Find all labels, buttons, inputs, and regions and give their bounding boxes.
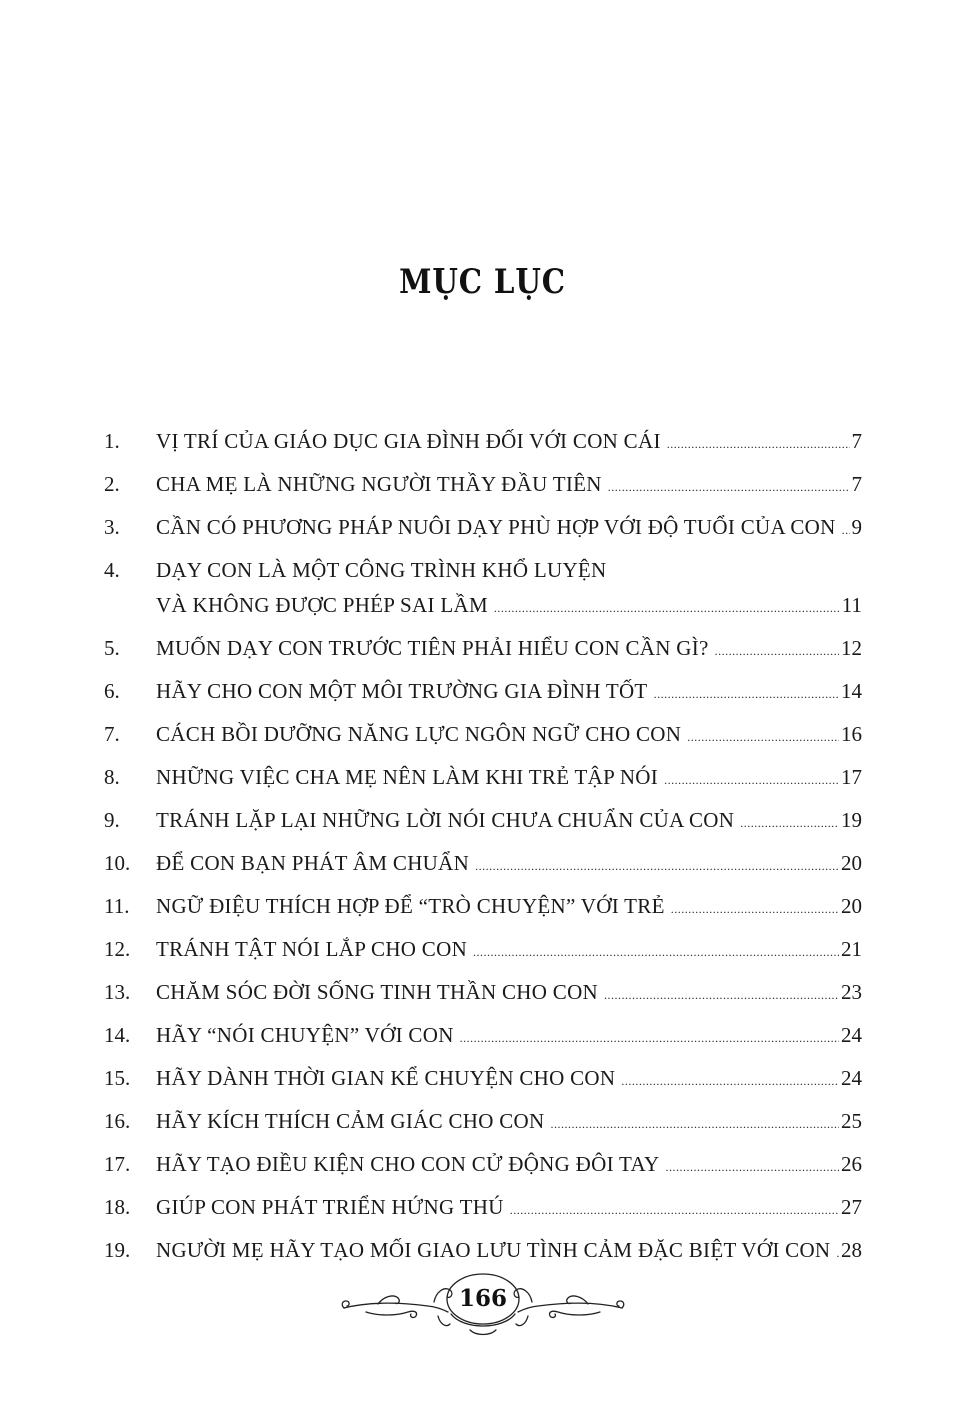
entry-number: 9. [104,808,120,832]
entry-title: CHA MẸ LÀ NHỮNG NGƯỜI THẦY ĐẦU TIÊN [156,472,602,496]
entry-title: CẦN CÓ PHƯƠNG PHÁP NUÔI DẠY PHÙ HỢP VỚI ĐỘ TUỔI CỦA CON [156,515,836,539]
dot-leader [494,591,840,626]
dot-leader [510,1193,839,1228]
entry-number: 10. [104,851,131,875]
entry-title: TRÁNH TẬT NÓI LẮP CHO CON [156,937,468,961]
entry-title: CHĂM SÓC ĐỜI SỐNG TINH THẦN CHO CON [156,980,599,1004]
entry-page-number: 11 [841,593,862,617]
toc-entry-17 [104,1147,862,1190]
entry-number: 12. [104,937,131,961]
entry-page-number: 23 [841,980,862,1004]
entry-page-number: 26 [841,1152,862,1176]
dot-leader [715,634,839,669]
dot-leader [836,1236,839,1271]
entry-title: HÃY KÍCH THÍCH CẢM GIÁC CHO CON [156,1109,545,1133]
entry-page-number: 19 [841,808,862,832]
entry-number: 4. [104,558,120,582]
entry-title: MUỐN DẠY CON TRƯỚC TIÊN PHẢI HIỂU CON CẦN GÌ? [156,636,709,660]
entry-title-continued: VÀ KHÔNG ĐƯỢC PHÉP SAI LẦM [156,593,488,617]
dot-leader [475,849,839,884]
dot-leader [842,513,850,548]
entry-title: NGƯỜI MẸ HÃY TẠO MỐI GIAO LƯU TÌNH CẢM ĐẶC BIỆT VỚI CON [156,1238,831,1262]
dot-leader [654,677,839,712]
toc-entry-7 [104,717,862,760]
entry-title: VỊ TRÍ CỦA GIÁO DỤC GIA ĐÌNH ĐỐI VỚI CON CÁI [156,429,661,453]
entry-number: 3. [104,515,120,539]
dot-leader [621,1064,839,1099]
entry-page-number: 27 [841,1195,862,1219]
toc-entry-14 [104,1018,862,1061]
toc-entry-12 [104,932,862,975]
toc-entry-16 [104,1104,862,1147]
toc-entry-2 [104,467,862,510]
toc-entry-8 [104,760,862,803]
dot-leader [664,763,839,798]
entry-page-number: 7 [851,429,862,453]
entry-page-number: 21 [841,937,862,961]
entry-number: 11. [104,894,130,918]
toc-entry-5 [104,631,862,674]
toc-entry-11 [104,889,862,932]
page-number: 166 [452,1276,514,1322]
entry-title: GIÚP CON PHÁT TRIỂN HỨNG THÚ [156,1195,504,1219]
entry-page-number: 24 [841,1023,862,1047]
entry-number: 1. [104,429,120,453]
entry-number: 8. [104,765,120,789]
entry-number: 13. [104,980,131,1004]
page-title: MỤC LỤC [399,262,566,302]
entry-number: 2. [104,472,120,496]
dot-leader [740,806,839,841]
toc-entry-10 [104,846,862,889]
entry-number: 15. [104,1066,131,1090]
entry-number: 6. [104,679,120,703]
entry-page-number: 24 [841,1066,862,1090]
entry-page-number: 9 [851,515,862,539]
dot-leader [460,1021,839,1056]
entry-title: HÃY CHO CON MỘT MÔI TRƯỜNG GIA ĐÌNH TỐT [156,679,648,703]
entry-number: 14. [104,1023,131,1047]
toc-entry-3 [104,510,862,553]
toc-entry-6 [104,674,862,717]
dot-leader [604,978,839,1013]
entry-page-number: 28 [841,1238,862,1262]
entry-title: CÁCH BỒI DƯỠNG NĂNG LỰC NGÔN NGỮ CHO CON [156,722,682,746]
entry-title: HÃY DÀNH THỜI GIAN KỂ CHUYỆN CHO CON [156,1066,616,1090]
entry-title: ĐỂ CON BẠN PHÁT ÂM CHUẨN [156,851,470,875]
dot-leader [665,1150,839,1185]
toc-entry-1 [104,424,862,467]
dot-leader [671,892,839,927]
toc-entry-9 [104,803,862,846]
entry-number: 17. [104,1152,131,1176]
entry-title: NGỮ ĐIỆU THÍCH HỢP ĐỂ “TRÒ CHUYỆN” VỚI TRẺ [156,894,665,918]
entry-page-number: 16 [841,722,862,746]
entry-number: 18. [104,1195,131,1219]
page-footer [338,1272,628,1342]
entry-page-number: 25 [841,1109,862,1133]
dot-leader [667,427,850,462]
toc-entry-15 [104,1061,862,1104]
entry-title: TRÁNH LẶP LẠI NHỮNG LỜI NÓI CHƯA CHUẨN CỦA CON [156,808,735,832]
entry-page-number: 7 [851,472,862,496]
dot-leader [473,935,839,970]
entry-page-number: 20 [841,851,862,875]
entry-title: HÃY “NÓI CHUYỆN” VỚI CON [156,1023,454,1047]
entry-number: 7. [104,722,120,746]
entry-page-number: 12 [841,636,862,660]
entry-number: 16. [104,1109,131,1133]
entry-title: NHỮNG VIỆC CHA MẸ NÊN LÀM KHI TRẺ TẬP NÓI [156,765,659,789]
entry-page-number: 17 [841,765,862,789]
toc-entry-4 [104,553,862,631]
entry-page-number: 14 [841,679,862,703]
dot-leader [608,470,850,505]
dot-leader [550,1107,839,1142]
toc-entry-13 [104,975,862,1018]
entry-title: DẠY CON LÀ MỘT CÔNG TRÌNH KHỔ LUYỆN [156,558,607,582]
table-of-contents [104,424,862,1276]
toc-entry-19 [104,1233,862,1276]
entry-number: 5. [104,636,120,660]
toc-entry-18 [104,1190,862,1233]
entry-title: HÃY TẠO ĐIỀU KIỆN CHO CON CỬ ĐỘNG ĐÔI TAY [156,1152,660,1176]
entry-page-number: 20 [841,894,862,918]
entry-number: 19. [104,1238,131,1262]
dot-leader [687,720,839,755]
